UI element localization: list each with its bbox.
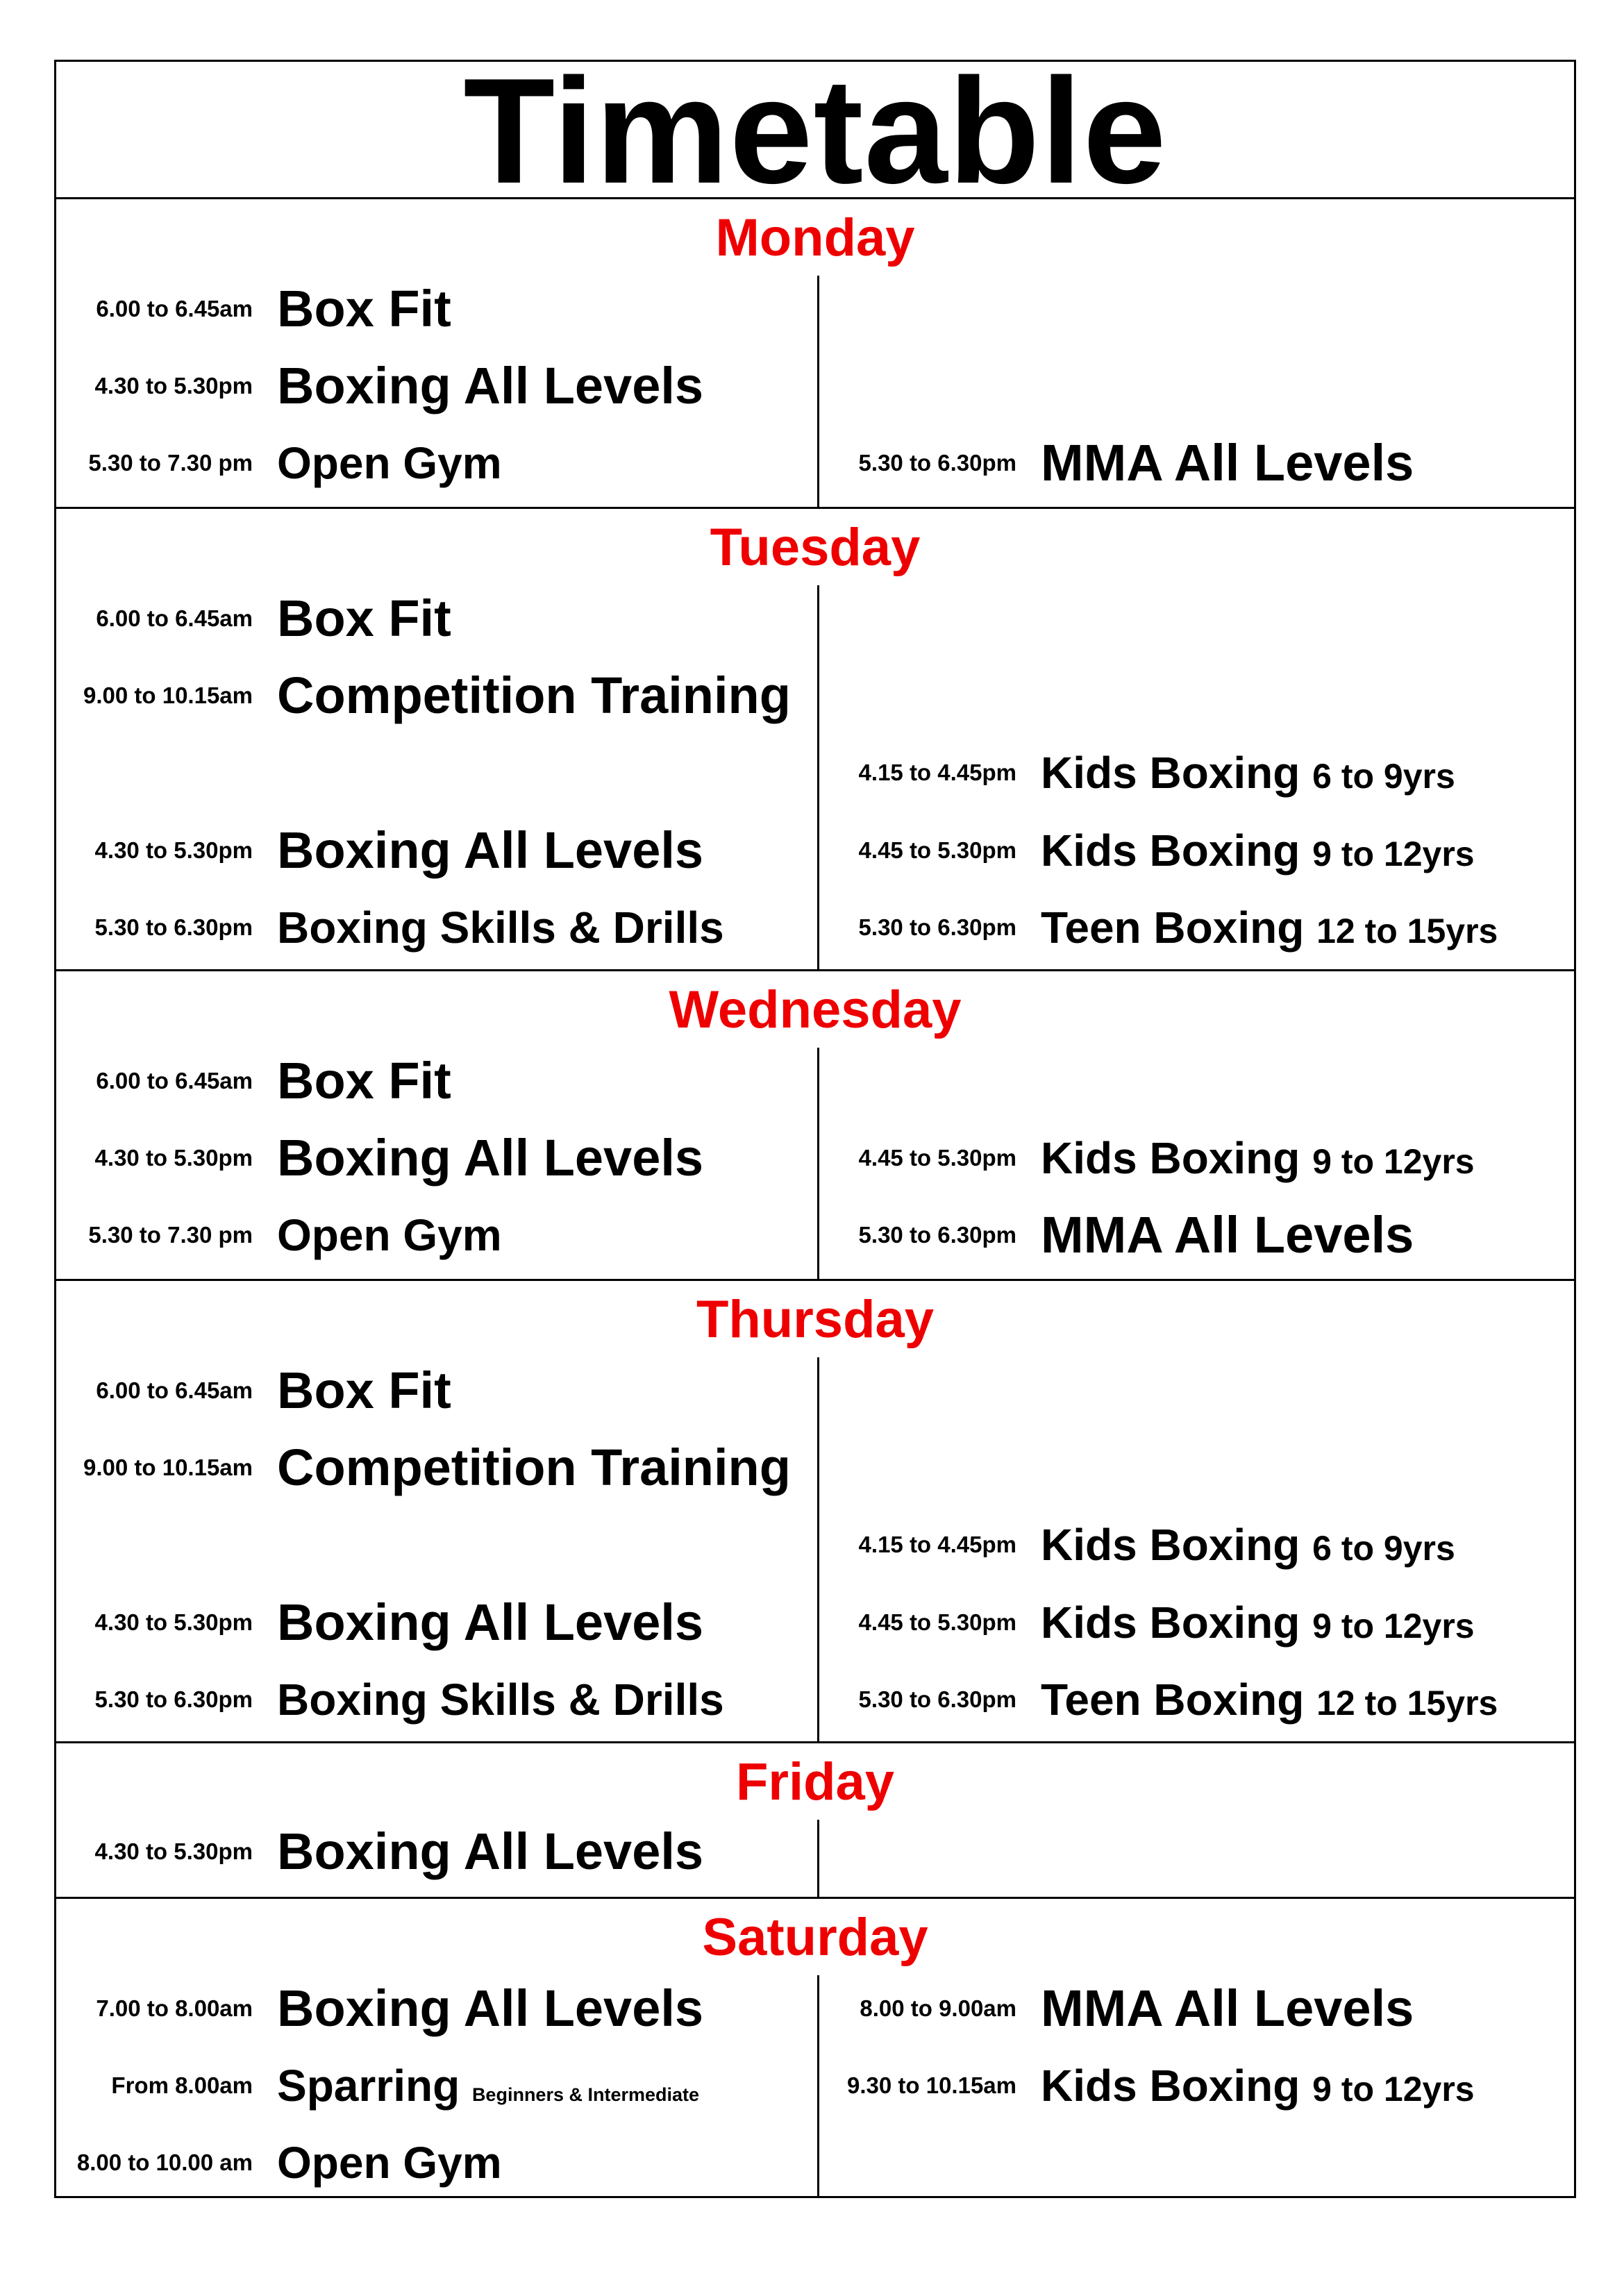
class-time: From 8.00am [111,2072,253,2098]
class-name: Box Fit [277,589,451,647]
class-name: Box Fit [277,280,451,337]
class-name: Kids Boxing 9 to 12yrs [1041,1598,1475,1648]
class-time: 4.45 to 5.30pm [858,1145,1016,1171]
class-name: Open Gym [277,438,502,488]
title-box [56,47,1574,215]
class-time: 7.00 to 8.00am [96,1995,253,2021]
class-name: Boxing All Levels [277,821,704,879]
class-time: 5.30 to 7.30 pm [88,450,253,476]
class-time: 5.30 to 6.30pm [858,1686,1016,1712]
class-time: 4.30 to 5.30pm [94,1145,253,1171]
class-time: 5.30 to 6.30pm [94,1686,253,1712]
class-time: 9.30 to 10.15am [847,2072,1016,2098]
class-name: Competition Training [277,1439,791,1496]
class-time: 8.00 to 10.00 am [76,2150,253,2175]
class-time: 5.30 to 6.30pm [94,914,253,940]
day-monday [56,199,1574,509]
class-time: 9.00 to 10.15am [83,682,253,708]
class-name: Boxing Skills & Drills [277,903,724,953]
class-name: Boxing Skills & Drills [277,1675,724,1725]
class-time: 8.00 to 9.00am [860,1995,1016,2021]
class-time: 4.30 to 5.30pm [94,1838,253,1864]
class-name: Sparring Beginners & Intermediate [277,2061,700,2111]
class-name: Boxing All Levels [277,1129,704,1187]
class-time: 4.45 to 5.30pm [858,837,1016,863]
class-name: Boxing All Levels [277,357,704,414]
class-name: Boxing All Levels [277,1979,704,2037]
class-name: MMA All Levels [1041,434,1414,492]
class-time: 5.30 to 6.30pm [858,914,1016,940]
class-name: Boxing All Levels [277,1822,704,1880]
column-divider [817,1975,819,2196]
class-time: 6.00 to 6.45am [96,1377,253,1403]
column-divider [817,1820,819,1897]
class-time: 5.30 to 7.30 pm [88,1222,253,1248]
class-name: Kids Boxing 9 to 12yrs [1041,1133,1475,1183]
column-divider [817,585,819,969]
class-name: Teen Boxing 12 to 15yrs [1041,903,1498,953]
day-thursday [56,1281,1574,1743]
class-name: Boxing All Levels [277,1593,704,1651]
class-time: 4.30 to 5.30pm [94,1609,253,1635]
class-name: Kids Boxing 9 to 12yrs [1041,2061,1475,2111]
page-title: Timetable [463,47,1167,215]
class-name: Kids Boxing 6 to 9yrs [1041,748,1455,798]
column-divider [817,1357,819,1741]
class-time: 6.00 to 6.45am [96,605,253,631]
class-name: Kids Boxing 9 to 12yrs [1041,826,1475,875]
day-heading: Friday [735,1752,895,1811]
class-name: Box Fit [277,1052,451,1109]
class-time: 4.15 to 4.45pm [858,760,1016,785]
day-heading: Thursday [696,1290,935,1349]
day-saturday [56,1899,1574,2196]
class-time: 5.30 to 6.30pm [858,450,1016,476]
class-time: 6.00 to 6.45am [96,1068,253,1093]
class-name: Kids Boxing 6 to 9yrs [1041,1520,1455,1570]
day-heading: Monday [715,208,915,267]
day-tuesday [56,509,1574,971]
day-wednesday [56,971,1574,1281]
column-divider [817,276,819,507]
day-heading: Tuesday [710,518,921,577]
class-time: 9.00 to 10.15am [83,1455,253,1480]
class-time: 4.30 to 5.30pm [94,837,253,863]
day-heading: Saturday [702,1908,928,1967]
class-name: Teen Boxing 12 to 15yrs [1041,1675,1498,1725]
class-name: MMA All Levels [1041,1206,1414,1264]
class-name: MMA All Levels [1041,1979,1414,2037]
class-name: Open Gym [277,1210,502,1260]
timetable-sheet [54,47,1576,2198]
column-divider [817,1048,819,1279]
class-time: 4.15 to 4.45pm [858,1532,1016,1557]
class-time: 4.30 to 5.30pm [94,373,253,399]
class-name: Box Fit [277,1361,451,1419]
class-time: 4.45 to 5.30pm [858,1609,1016,1635]
class-name: Competition Training [277,667,791,724]
class-name: Open Gym [277,2138,502,2188]
day-heading: Wednesday [669,980,962,1039]
day-friday [56,1743,1574,1899]
class-time: 5.30 to 6.30pm [858,1222,1016,1248]
class-time: 6.00 to 6.45am [96,296,253,321]
